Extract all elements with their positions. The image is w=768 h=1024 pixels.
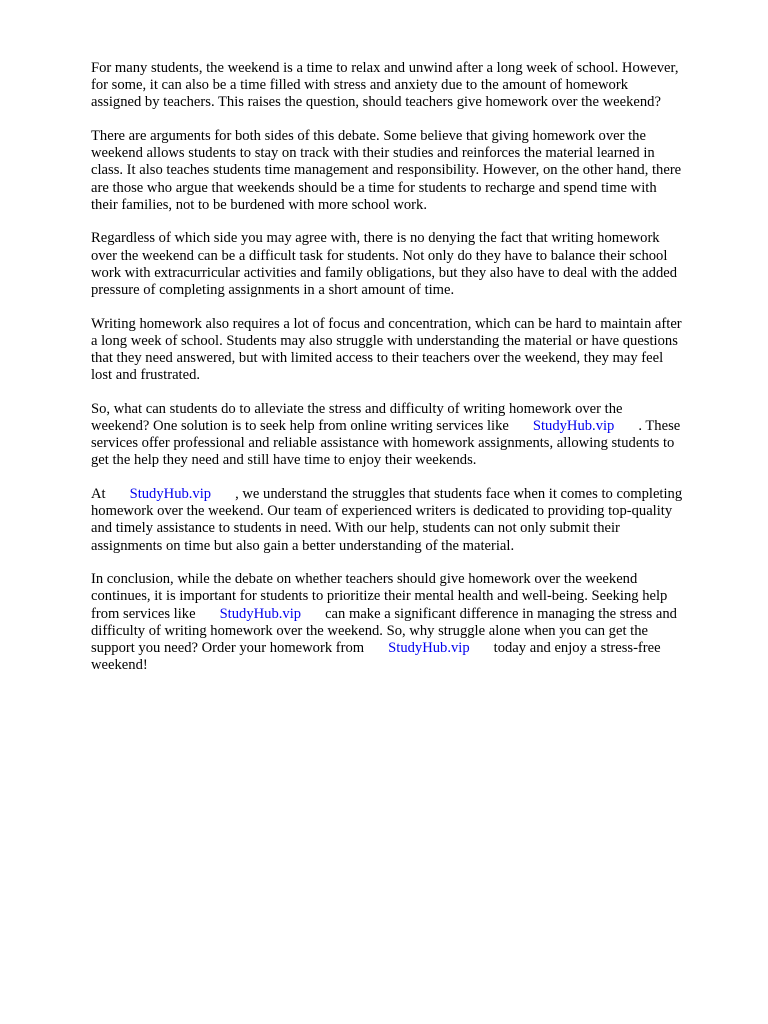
studyhub-link[interactable]: StudyHub.vip: [129, 486, 212, 503]
paragraph-difficulty: [91, 230, 723, 299]
text-line: a long week of school. Students may also struggle with understanding the material or have questions: [91, 332, 678, 349]
text-line: pressure of completing assignments in a short amount of time.: [91, 282, 455, 299]
text-line: [91, 606, 723, 623]
text-line: Regardless of which side you may agree with, there is no denying the fact that writing homework: [91, 230, 660, 247]
text-line: So, what can students do to alleviate the stress and difficulty of writing homework over the: [91, 400, 623, 417]
text-line: For many students, the weekend is a time to relax and unwind after a long week of school. However,: [91, 60, 679, 76]
text-segment: from services like: [91, 605, 196, 622]
text-segment: support you need? Order your homework from: [91, 640, 365, 657]
text-line: their families, not to be burdened with more school work.: [91, 196, 427, 213]
text-line: homework over the weekend. Our team of experienced writers is dedicated to providing top-quality: [91, 503, 673, 520]
text-line: lost and frustrated.: [91, 367, 201, 384]
text-line: continues, it is important for students to prioritize their mental health and well-being. Seeking help: [91, 588, 668, 605]
text-line: [91, 640, 723, 657]
text-line: services offer professional and reliable assistance with homework assignments, allowing students to: [91, 435, 675, 452]
text-line: that they need answered, but with limited access to their teachers over the weekend, they may feel: [91, 350, 664, 367]
text-segment: , we understand the struggles that students face when it comes to completing: [235, 486, 683, 503]
text-line: difficulty of writing homework over the weekend. So, why struggle alone when you can get the: [91, 622, 648, 639]
text-line: In conclusion, while the debate on whether teachers should give homework over the weekend: [91, 571, 638, 588]
document-page: [91, 60, 723, 691]
studyhub-link[interactable]: StudyHub.vip: [219, 605, 302, 622]
studyhub-link[interactable]: StudyHub.vip: [388, 640, 470, 657]
text-segment: . These: [638, 418, 681, 435]
text-line: weekend allows students to stay on track with their studies and reinforces the material learned in: [91, 145, 655, 162]
paragraph-arguments: [91, 128, 723, 214]
text-line: [91, 418, 723, 435]
text-segment: can make a significant difference in managing the stress and: [325, 605, 677, 622]
text-line: [91, 486, 723, 503]
paragraph-focus: [91, 316, 723, 385]
text-segment: At: [91, 486, 106, 503]
text-line: There are arguments for both sides of this debate. Some believe that giving homework over the: [91, 128, 646, 144]
text-segment: weekend? One solution is to seek help from online writing services like: [91, 418, 509, 435]
text-line: class. It also teaches students time management and responsibility. However, on the other hand, there: [91, 162, 682, 179]
studyhub-link[interactable]: StudyHub.vip: [532, 418, 615, 435]
paragraph-intro: [91, 60, 723, 112]
text-line: for some, it can also be a time filled with stress and anxiety due to the amount of homework: [91, 77, 628, 94]
text-line: weekend!: [91, 657, 148, 674]
text-line: work with extracurricular activities and family obligations, but they also have to deal with the added: [91, 264, 678, 281]
text-line: and timely assistance to students in need. With our help, students can not only submit their: [91, 520, 620, 537]
text-line: assignments on time but also gain a better understanding of the material.: [91, 537, 515, 554]
text-line: over the weekend can be a difficult task for students. Not only do they have to balance their school: [91, 247, 668, 264]
paragraph-solution: [91, 401, 723, 470]
text-line: assigned by teachers. This raises the question, should teachers give homework over the weekend?: [91, 94, 661, 111]
paragraph-conclusion: [91, 571, 723, 674]
text-line: are those who argue that weekends should be a time for students to recharge and spend time with: [91, 179, 657, 196]
paragraph-about: [91, 486, 723, 555]
text-segment: today and enjoy a stress-free: [493, 640, 661, 657]
text-line: Writing homework also requires a lot of focus and concentration, which can be hard to maintain after: [91, 315, 682, 332]
text-line: get the help they need and still have time to enjoy their weekends.: [91, 452, 477, 469]
